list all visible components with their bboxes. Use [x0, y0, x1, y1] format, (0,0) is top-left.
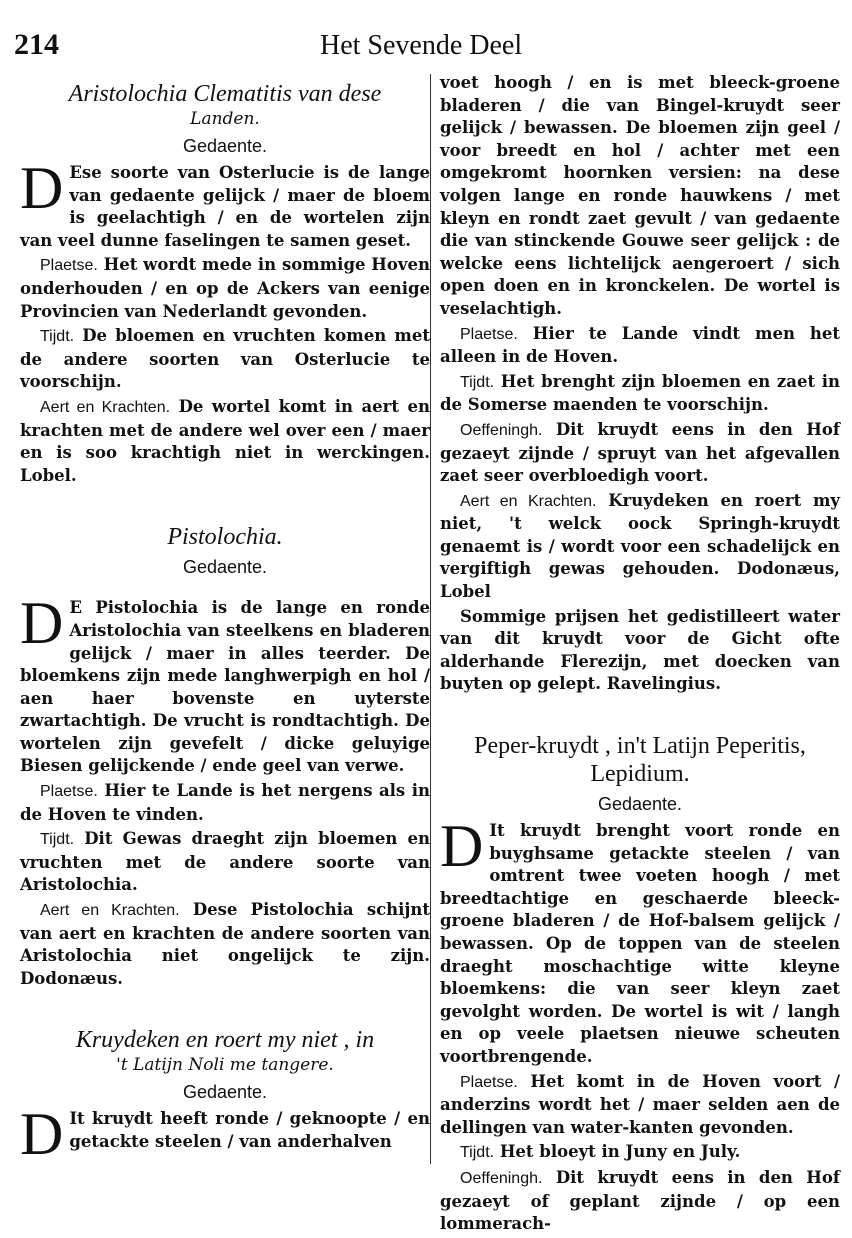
paragraph-plaetse: Plaetse. Het wordt mede in sommige Hoven onderhouden / en op de Ackers van eenige Provincien van Nederlandt gevonden. — [20, 255, 430, 321]
drop-cap: D — [20, 155, 64, 221]
subheading-gedaente: Gedaente. — [182, 1082, 268, 1103]
section-title-pistolochia: Pistolochia. — [167, 524, 283, 551]
paragraph-tijdt: Tijdt. Het bloeyt in Juny en July. — [460, 1142, 741, 1162]
drop-cap: D — [440, 813, 484, 880]
paragraph-sommige: Sommige prijsen het gedistilleert water van dit kruydt voor de Gicht ofte alderhande Flerezijn, met doecken van buyten op gelept. Ravelingius. — [440, 606, 840, 694]
right-column — [440, 72, 840, 1238]
running-title: Het Sevende Deel — [320, 30, 523, 61]
section-title-aristolochia: Aristolochia Clematitis van dese — [68, 81, 382, 107]
paragraph-plaetse: Plaetse. Hier te Lande is het nergens als in de Hoven te vinden. — [20, 781, 430, 824]
section-title-continuation: Landen. — [190, 109, 260, 129]
left-column — [20, 72, 431, 1168]
paragraph-aert: Aert en Krachten. De wortel komt in aert en krachten met de andere wel over een / maer en is soo krachtigh niet in werckingen. Lobel. — [20, 396, 430, 485]
paragraph-aert: Aert en Krachten. Dese Pistolochia schijnt van aert en krachten de andere soorten van Aristolochia niet ongelijck te zijn. Dodonæus. — [20, 900, 431, 988]
section-title-kruydeken: Kruydeken en roert my niet , in — [75, 1027, 375, 1054]
paragraph-tijdt: Tijdt. Het brenght zijn bloemen en zaet in de Somerse maenden te voorschijn. — [440, 371, 841, 415]
column-divider — [430, 74, 431, 1164]
paragraph-tijdt: Tijdt. De bloemen en vruchten komen met de andere soorten van Osterlucie te voorschijn. — [20, 326, 430, 392]
paragraph-continued: voet hoogh / en is met bleeck-groene bladeren / die van Bingel-kruydt seer gelijck / bewassen. De bloemen zijn geel / voor breedt en hol / achter met een omgekromt hoornken versien: na dese volgen lange en ronde hauwkens / met kleyn en rondt zaet gevult / van gedaente die van stinckende Gouwe seer gelijck : de welcke eens lichtelijck aengeroert / sich open doen en in kronckelen. De wortel is veselachtigh. — [440, 73, 840, 318]
paragraph-description: D It kruydt heeft ronde / geknoopte / en getackte steelen / van anderhalven — [20, 1101, 430, 1168]
paragraph-oeffeningh: Oeffeningh. Dit kruydt eens in den Hof gezaeyt zijnde / spruyt van het afgevallen zaet seer overbloedigh voort. — [440, 419, 840, 486]
section-subtitle-latin: 't Latijn Noli me tangere. — [116, 1055, 334, 1076]
paragraph-plaetse: Plaetse. Hier te Lande vindt men het alleen in de Hoven. — [440, 323, 840, 367]
paragraph-oeffeningh: Oeffeningh. Dit kruydt eens in den Hof gezaeyt of geplant zijnde / op een lommerach- — [440, 1167, 840, 1234]
drop-cap: D — [20, 1101, 64, 1168]
paragraph-plaetse: Plaetse. Het komt in de Hoven voort / anderzins wordt het / maer selden aen de dellingen van water-kanten gevonden. — [440, 1071, 840, 1137]
drop-cap: D — [20, 590, 64, 657]
paragraph-description: D Ese soorte van Osterlucie is de lange van gedaente gelijck / maer de bloem is geelachtigh / en de wortelen zijn van veel dunne faselingen te samen geset. — [20, 155, 430, 250]
page-number: 214 — [14, 28, 59, 61]
section-title-peper-kruydt: Peper-kruydt , in't Latijn Peperitis, Lepidium. — [474, 733, 806, 788]
page-header — [0, 28, 852, 64]
paragraph-tijdt: Tijdt. Dit Gewas draeght zijn bloemen en vruchten met de andere soorte van Aristolochia. — [20, 829, 430, 895]
subheading-gedaente: Gedaente. — [182, 557, 268, 578]
paragraph-description: D E Pistolochia is de lange en ronde Aristolochia van steelkens en bladeren gelijck / maer in alles teerder. De bloemkens zijn mede langhwerpigh en hol / aen haer bovenste en uyterste zwartachtigh. De vrucht is rondtachtigh. De wortelen zijn gevefelt / dicke geluyige Biesen gelijckende / ende geel van verwe. — [20, 590, 430, 776]
paragraph-description: D It kruydt brenght voort ronde en buyghsame getackte steelen / van omtrent twee voeten hoogh / met breedtachtige en geschaerde bleeck-groene bladeren / de Hof-balsem gelijck / bewassen. Op de toppen van de steelen draeght moschachtige witte kleyne bloemkens: die van seer kleyn zaet gevolght worden. De wortel is wit / langh en op veele plaetsen nieuwe scheuten voortbrengende. — [440, 813, 840, 1066]
subheading-gedaente: Gedaente. — [597, 794, 683, 815]
subheading-gedaente: Gedaente. — [182, 136, 268, 156]
paragraph-aert: Aert en Krachten. Kruydeken en roert my niet, 't welck oock Springh-kruydt genaemt is / wordt voor een schadelijck en vergiftigh gewas gehouden. Dodonæus, Lobel — [440, 490, 840, 602]
